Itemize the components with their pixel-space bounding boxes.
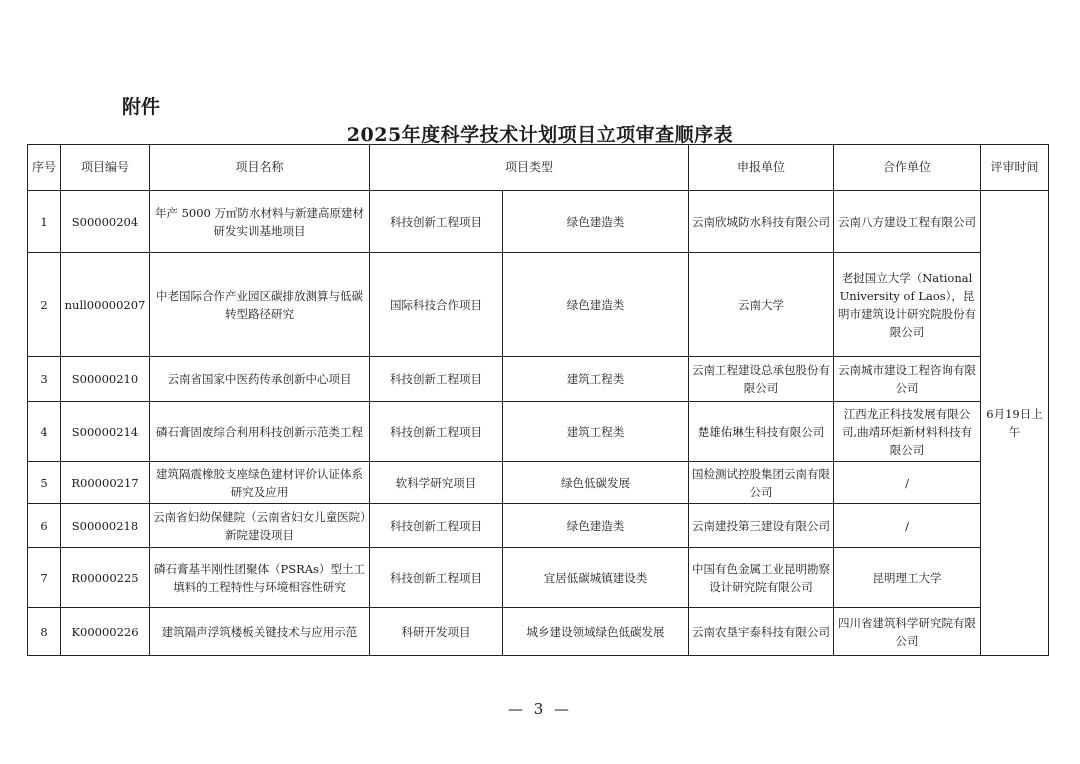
cell-code: S00000214 [61, 402, 150, 462]
table-row [28, 504, 1049, 548]
cell-seq: 5 [28, 462, 61, 504]
cell-subcategory: 城乡建设领域绿色低碳发展 [503, 608, 689, 656]
cell-applicant: 楚雄佑琳生科技有限公司 [689, 402, 834, 462]
cell-code: S00000204 [61, 191, 150, 253]
cell-category: 国际科技合作项目 [370, 253, 503, 357]
cell-seq: 1 [28, 191, 61, 253]
cell-seq: 2 [28, 253, 61, 357]
cell-name: 磷石膏固废综合利用科技创新示范类工程 [150, 402, 370, 462]
cell-seq: 3 [28, 357, 61, 402]
cell-name: 云南省国家中医药传承创新中心项目 [150, 357, 370, 402]
cell-code: S00000210 [61, 357, 150, 402]
cell-name: 磷石膏基半刚性团聚体（PSRAs）型土工填料的工程特性与环境相容性研究 [150, 548, 370, 608]
cell-subcategory: 建筑工程类 [503, 357, 689, 402]
cell-category: 科技创新工程项目 [370, 504, 503, 548]
header-name: 项目名称 [150, 145, 370, 191]
header-partner: 合作单位 [834, 145, 981, 191]
header-type: 项目类型 [370, 145, 689, 191]
table-row [28, 191, 1049, 253]
cell-applicant: 云南农垦宇泰科技有限公司 [689, 608, 834, 656]
table-row [28, 253, 1049, 357]
cell-category: 科技创新工程项目 [370, 191, 503, 253]
cell-name: 中老国际合作产业园区碳排放测算与低碳转型路径研究 [150, 253, 370, 357]
header-review-time: 评审时间 [981, 145, 1049, 191]
cell-seq: 7 [28, 548, 61, 608]
cell-applicant: 国检测试控股集团云南有限公司 [689, 462, 834, 504]
cell-subcategory: 绿色建造类 [503, 504, 689, 548]
cell-applicant: 云南大学 [689, 253, 834, 357]
page-title: 2025年度科学技术计划项目立项审查顺序表 [346, 124, 734, 146]
cell-review-time: 6月19日上午 [981, 191, 1049, 656]
cell-category: 科技创新工程项目 [370, 548, 503, 608]
cell-code: null00000207 [61, 253, 150, 357]
cell-code: S00000218 [61, 504, 150, 548]
cell-code: R00000225 [61, 548, 150, 608]
attachment-label: 附件 [122, 96, 161, 118]
table-row [28, 608, 1049, 656]
cell-partner: 四川省建筑科学研究院有限公司 [834, 608, 981, 656]
cell-applicant: 云南工程建设总承包股份有限公司 [689, 357, 834, 402]
page-number: — 3 — [507, 700, 573, 718]
cell-partner: 江西龙正科技发展有限公司,曲靖环炬新材料科技有限公司 [834, 402, 981, 462]
cell-partner: 云南城市建设工程咨询有限公司 [834, 357, 981, 402]
cell-subcategory: 绿色建造类 [503, 191, 689, 253]
cell-seq: 8 [28, 608, 61, 656]
cell-subcategory: 宜居低碳城镇建设类 [503, 548, 689, 608]
review-order-table [27, 144, 1049, 656]
cell-code: R00000217 [61, 462, 150, 504]
cell-category: 软科学研究项目 [370, 462, 503, 504]
table-row [28, 402, 1049, 462]
cell-partner: / [834, 504, 981, 548]
cell-name: 云南省妇幼保健院（云南省妇女儿童医院）新院建设项目 [150, 504, 370, 548]
header-seq: 序号 [28, 145, 61, 191]
cell-seq: 4 [28, 402, 61, 462]
table-row [28, 462, 1049, 504]
cell-category: 科技创新工程项目 [370, 357, 503, 402]
cell-partner: / [834, 462, 981, 504]
cell-applicant: 中国有色金属工业昆明勘察设计研究院有限公司 [689, 548, 834, 608]
cell-subcategory: 建筑工程类 [503, 402, 689, 462]
cell-category: 科技创新工程项目 [370, 402, 503, 462]
cell-code: K00000226 [61, 608, 150, 656]
header-row [28, 145, 1049, 191]
cell-applicant: 云南欣城防水科技有限公司 [689, 191, 834, 253]
header-code: 项目编号 [61, 145, 150, 191]
cell-subcategory: 绿色建造类 [503, 253, 689, 357]
cell-name: 建筑隔声浮筑楼板关键技术与应用示范 [150, 608, 370, 656]
cell-partner: 老挝国立大学（National University of Laos），昆明市建筑设计研究院股份有限公司 [834, 253, 981, 357]
cell-seq: 6 [28, 504, 61, 548]
cell-applicant: 云南建投第三建设有限公司 [689, 504, 834, 548]
cell-subcategory: 绿色低碳发展 [503, 462, 689, 504]
cell-category: 科研开发项目 [370, 608, 503, 656]
header-applicant: 申报单位 [689, 145, 834, 191]
table-row [28, 357, 1049, 402]
cell-name: 建筑隔震橡胶支座绿色建材评价认证体系研究及应用 [150, 462, 370, 504]
cell-partner: 昆明理工大学 [834, 548, 981, 608]
cell-name: 年产 5000 万㎡防水材料与新建高原建材研发实训基地项目 [150, 191, 370, 253]
cell-partner: 云南八方建设工程有限公司 [834, 191, 981, 253]
table-row [28, 548, 1049, 608]
